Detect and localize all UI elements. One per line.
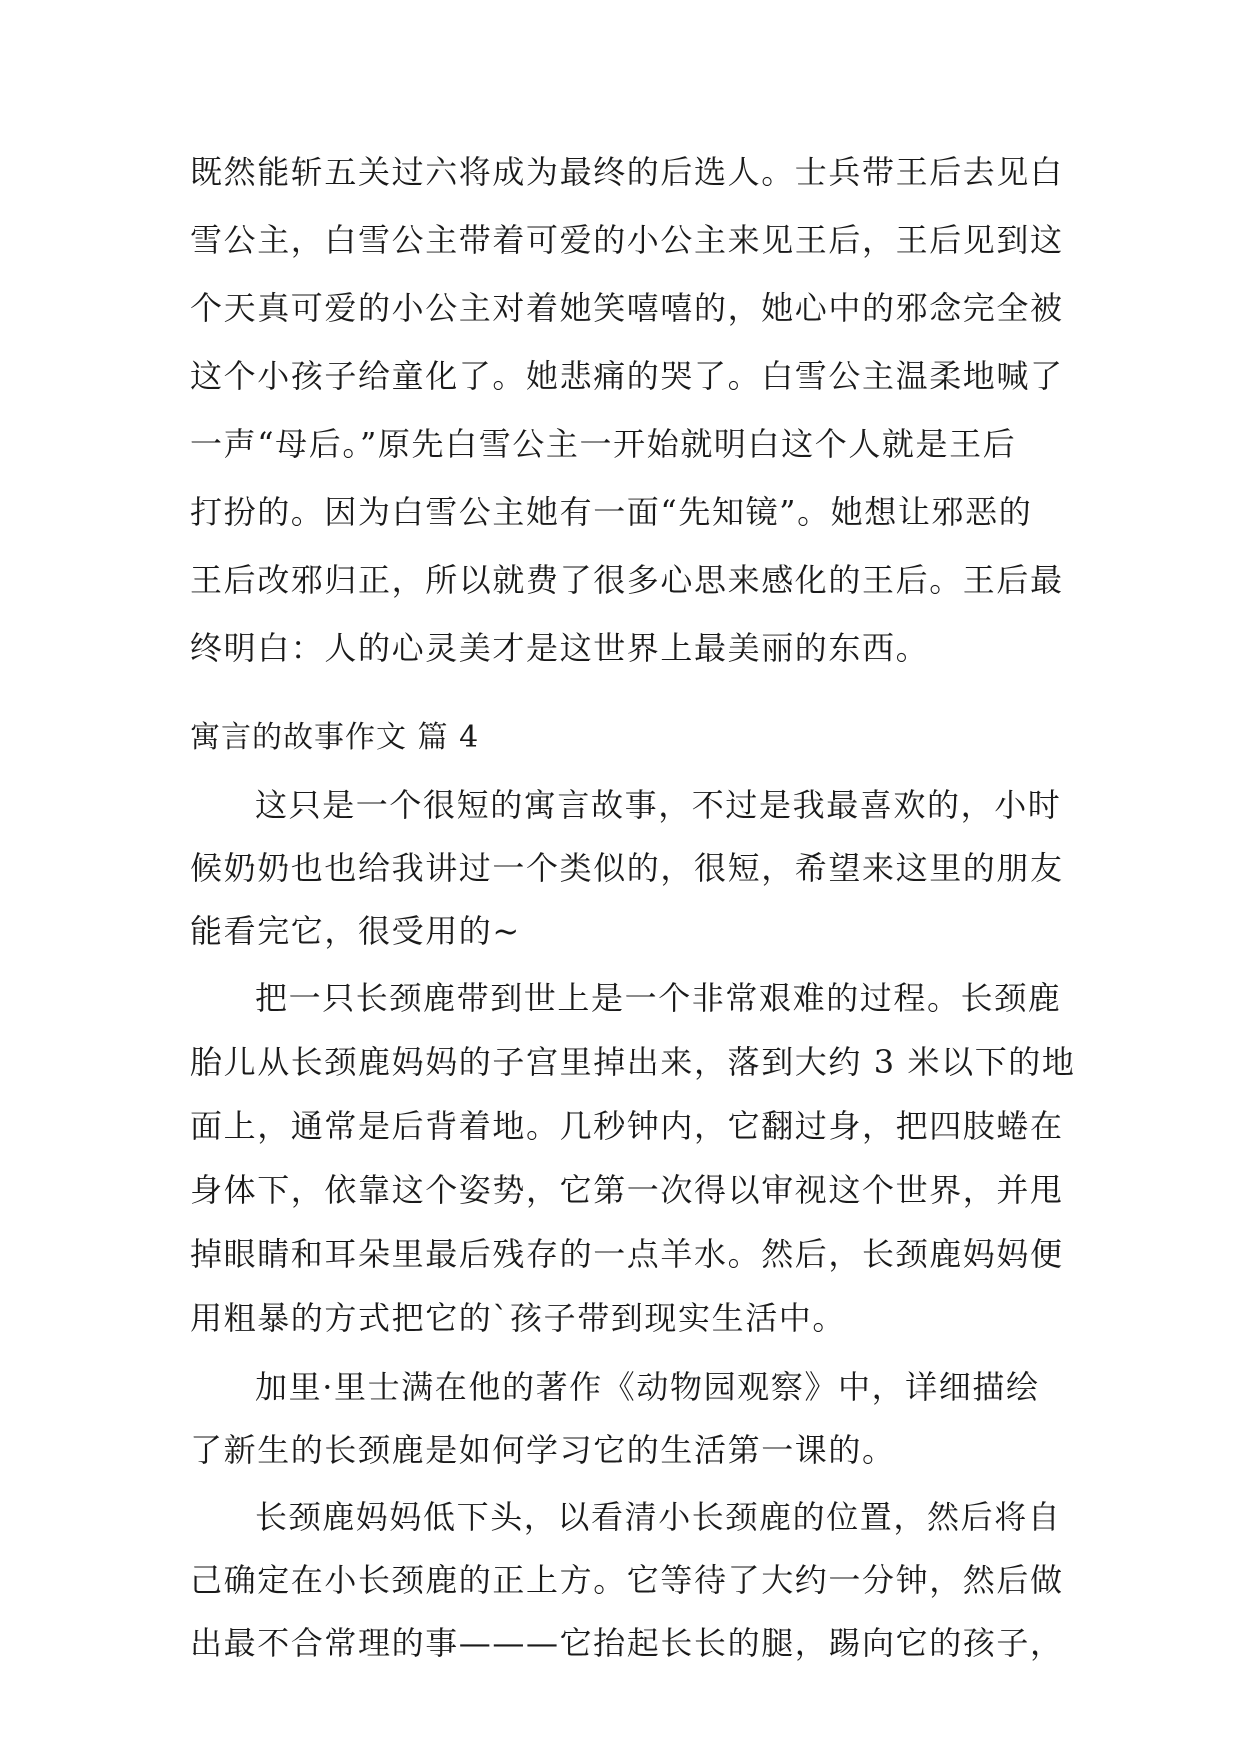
paragraph-line: 能看完它，很受用的~ [190, 912, 521, 950]
paragraph-line: 加里·里士满在他的著作《动物园观察》中，详细描绘 [255, 1368, 1040, 1406]
paragraph-line: 雪公主，白雪公主带着可爱的小公主来见王后，王后见到这 [190, 221, 1064, 259]
paragraph-line: 候奶奶也也给我讲过一个类似的，很短，希望来这里的朋友 [190, 849, 1064, 887]
paragraph-line: 这个小孩子给童化了。她悲痛的哭了。白雪公主温柔地喊了 [190, 357, 1064, 395]
paragraph-line: 了新生的长颈鹿是如何学习它的生活第一课的。 [190, 1431, 896, 1469]
paragraph-line: 用粗暴的方式把它的`孩子带到现实生活中。 [190, 1299, 847, 1337]
section-title: 寓言的故事作文 篇 4 [190, 720, 480, 755]
paragraph-line: 既然能斩五关过六将成为最终的后选人。士兵带王后去见白 [190, 153, 1064, 191]
paragraph-line: 己确定在小长颈鹿的正上方。它等待了大约一分钟，然后做 [190, 1561, 1064, 1599]
paragraph-line: 一声“母后。”原先白雪公主一开始就明白这个人就是王后 [190, 425, 1017, 463]
paragraph-line: 掉眼睛和耳朵里最后残存的一点羊水。然后，长颈鹿妈妈便 [190, 1235, 1064, 1273]
paragraph-line: 长颈鹿妈妈低下头，以看清小长颈鹿的位置，然后将自 [255, 1498, 1062, 1536]
paragraph-line: 胎儿从长颈鹿妈妈的子宫里掉出来，落到大约 3 米以下的地 [190, 1043, 1076, 1081]
paragraph-line: 个天真可爱的小公主对着她笑嘻嘻的，她心中的邪念完全被 [190, 289, 1064, 327]
paragraph-line: 把一只长颈鹿带到世上是一个非常艰难的过程。长颈鹿 [255, 979, 1062, 1017]
paragraph-line: 面上，通常是后背着地。几秒钟内，它翻过身，把四肢蜷在 [190, 1107, 1064, 1145]
paragraph-line: 打扮的。因为白雪公主她有一面“先知镜”。她想让邪恶的 [190, 493, 1033, 531]
paragraph-line: 这只是一个很短的寓言故事，不过是我最喜欢的，小时 [255, 786, 1062, 824]
paragraph-line: 身体下，依靠这个姿势，它第一次得以审视这个世界，并甩 [190, 1171, 1064, 1209]
paragraph-line: 出最不合常理的事———它抬起长长的腿，踢向它的孩子， [190, 1624, 1064, 1662]
paragraph-line: 终明白：人的心灵美才是这世界上最美丽的东西。 [190, 629, 930, 667]
paragraph-line: 王后改邪归正，所以就费了很多心思来感化的王后。王后最 [190, 561, 1064, 599]
